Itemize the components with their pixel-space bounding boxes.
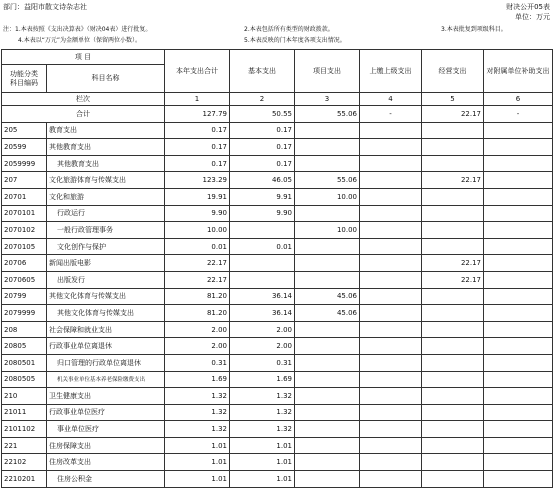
table-row [2, 122, 553, 139]
row-code: 20701 [2, 188, 47, 205]
row-business [422, 371, 484, 388]
row-subsidy [484, 222, 553, 239]
table-row [2, 388, 553, 405]
row-total: 10.00 [165, 222, 230, 239]
row-name: 其他教育支出 [47, 139, 165, 156]
row-code: 20805 [2, 338, 47, 355]
row-subsidy [484, 205, 553, 222]
row-basic: 46.05 [230, 172, 295, 189]
row-project [295, 321, 360, 338]
table-row [2, 188, 553, 205]
total-label: 合计 [2, 106, 165, 123]
row-basic: 0.17 [230, 122, 295, 139]
row-basic: 1.32 [230, 388, 295, 405]
row-code: 210 [2, 388, 47, 405]
row-name: 住房改革支出 [47, 454, 165, 471]
row-name: 事业单位医疗 [47, 421, 165, 438]
col-name-header: 科目名称 [47, 65, 165, 93]
row-code: 2059999 [2, 155, 47, 172]
table-row [2, 454, 553, 471]
row-code: 22102 [2, 454, 47, 471]
row-code: 2210201 [2, 471, 47, 488]
row-subsidy [484, 255, 553, 272]
row-code: 20706 [2, 255, 47, 272]
table-row [2, 371, 553, 388]
row-basic: 2.00 [230, 338, 295, 355]
row-basic: 1.69 [230, 371, 295, 388]
row-project [295, 471, 360, 488]
note-4: 4.本表以“万元”为金额单位（保留两位小数）。 [18, 37, 141, 44]
note-5: 5.本表反映的门本年度各项支出情况。 [244, 37, 346, 44]
row-total: 19.91 [165, 188, 230, 205]
total-sum: 127.79 [165, 106, 230, 123]
row-project [295, 354, 360, 371]
index-num: 1 [165, 93, 230, 106]
row-upper [360, 172, 422, 189]
row-code: 207 [2, 172, 47, 189]
col-code-header: 功能分类 科目编码 [2, 65, 47, 93]
table-row [2, 222, 553, 239]
row-total: 0.17 [165, 155, 230, 172]
index-label: 栏次 [2, 93, 165, 106]
row-name: 其他文化体育与传媒支出 [47, 288, 165, 305]
row-total: 81.20 [165, 305, 230, 322]
row-business [422, 437, 484, 454]
index-row [2, 93, 553, 106]
row-business [422, 388, 484, 405]
row-name: 行政运行 [47, 205, 165, 222]
row-total: 81.20 [165, 288, 230, 305]
note-2: 2.本表包括所有类型的财政拨款。 [244, 26, 334, 33]
row-name: 机关事业单位基本养老保险缴费支出 [47, 371, 165, 388]
index-num: 3 [295, 93, 360, 106]
row-upper [360, 238, 422, 255]
row-total: 1.01 [165, 454, 230, 471]
row-upper [360, 321, 422, 338]
table-code: 财决公开05表 [506, 3, 550, 11]
row-project: 10.00 [295, 188, 360, 205]
table-row [2, 305, 553, 322]
row-subsidy [484, 305, 553, 322]
row-subsidy [484, 288, 553, 305]
row-subsidy [484, 122, 553, 139]
row-name: 行政事业单位医疗 [47, 404, 165, 421]
row-name: 行政事业单位离退休 [47, 338, 165, 355]
row-code: 2070101 [2, 205, 47, 222]
row-subsidy [484, 388, 553, 405]
row-project [295, 139, 360, 156]
row-total: 0.17 [165, 139, 230, 156]
row-basic: 1.32 [230, 421, 295, 438]
row-code: 2079999 [2, 305, 47, 322]
total-row [2, 106, 553, 123]
department-label: 部门：益阳市散文诗杂志社 [3, 3, 87, 11]
row-business [422, 305, 484, 322]
row-basic [230, 271, 295, 288]
row-business [422, 471, 484, 488]
row-business [422, 155, 484, 172]
row-upper [360, 421, 422, 438]
row-upper [360, 122, 422, 139]
total-basic: 50.55 [230, 106, 295, 123]
row-name: 其他教育支出 [47, 155, 165, 172]
row-total: 1.01 [165, 437, 230, 454]
row-code: 2070605 [2, 271, 47, 288]
row-upper [360, 404, 422, 421]
row-total: 22.17 [165, 271, 230, 288]
row-upper [360, 288, 422, 305]
col-upper-header: 上缴上级支出 [360, 50, 422, 93]
row-business: 22.17 [422, 172, 484, 189]
row-total: 123.29 [165, 172, 230, 189]
row-name: 教育支出 [47, 122, 165, 139]
row-code: 2101102 [2, 421, 47, 438]
row-subsidy [484, 404, 553, 421]
row-upper [360, 454, 422, 471]
col-basic-header: 基本支出 [230, 50, 295, 93]
row-total: 22.17 [165, 255, 230, 272]
row-subsidy [484, 454, 553, 471]
row-business [422, 122, 484, 139]
row-name: 一般行政管理事务 [47, 222, 165, 239]
table-row [2, 288, 553, 305]
row-name: 卫生健康支出 [47, 388, 165, 405]
row-name: 其他文化体育与传媒支出 [47, 305, 165, 322]
row-subsidy [484, 188, 553, 205]
row-project [295, 454, 360, 471]
row-upper [360, 222, 422, 239]
row-subsidy [484, 371, 553, 388]
row-subsidy [484, 421, 553, 438]
row-project: 55.06 [295, 172, 360, 189]
row-upper [360, 305, 422, 322]
row-upper [360, 388, 422, 405]
row-upper [360, 437, 422, 454]
row-subsidy [484, 471, 553, 488]
row-code: 20799 [2, 288, 47, 305]
row-total: 0.01 [165, 238, 230, 255]
row-basic: 1.01 [230, 471, 295, 488]
row-basic: 0.01 [230, 238, 295, 255]
row-code: 205 [2, 122, 47, 139]
row-project: 45.06 [295, 305, 360, 322]
row-total: 1.69 [165, 371, 230, 388]
row-total: 1.32 [165, 421, 230, 438]
row-upper [360, 155, 422, 172]
table-row [2, 354, 553, 371]
row-subsidy [484, 155, 553, 172]
row-total: 1.32 [165, 388, 230, 405]
row-project [295, 421, 360, 438]
row-basic: 0.31 [230, 354, 295, 371]
table-row [2, 255, 553, 272]
row-business [422, 421, 484, 438]
table-row [2, 139, 553, 156]
row-total: 1.01 [165, 471, 230, 488]
table-row [2, 321, 553, 338]
row-project [295, 255, 360, 272]
row-basic: 0.17 [230, 155, 295, 172]
total-business: 22.17 [422, 106, 484, 123]
row-upper [360, 371, 422, 388]
table-row [2, 205, 553, 222]
row-subsidy [484, 139, 553, 156]
index-num: 4 [360, 93, 422, 106]
row-subsidy [484, 321, 553, 338]
row-name: 住房保障支出 [47, 437, 165, 454]
row-project [295, 371, 360, 388]
table-row [2, 471, 553, 488]
row-project [295, 404, 360, 421]
row-code: 2070105 [2, 238, 47, 255]
row-basic: 1.01 [230, 454, 295, 471]
row-upper [360, 255, 422, 272]
row-upper [360, 139, 422, 156]
table-row [2, 238, 553, 255]
row-subsidy [484, 354, 553, 371]
row-name: 出版发行 [47, 271, 165, 288]
row-business [422, 288, 484, 305]
note-3: 3.本表批复到项级科目。 [441, 26, 507, 33]
table-row [2, 421, 553, 438]
row-project [295, 122, 360, 139]
row-subsidy [484, 437, 553, 454]
row-basic [230, 255, 295, 272]
expenditure-table [1, 49, 553, 488]
row-basic: 1.01 [230, 437, 295, 454]
row-project [295, 437, 360, 454]
table-row [2, 437, 553, 454]
row-name: 社会保障和就业支出 [47, 321, 165, 338]
row-business [422, 321, 484, 338]
row-upper [360, 188, 422, 205]
table-row [2, 271, 553, 288]
row-subsidy [484, 238, 553, 255]
row-name: 归口管理的行政单位离退休 [47, 354, 165, 371]
index-num: 5 [422, 93, 484, 106]
project-group-header: 项 目 [2, 50, 165, 65]
table-row [2, 404, 553, 421]
row-project: 10.00 [295, 222, 360, 239]
note-1: 注：1.本表按照《支出决算表》（财决04表）进行批复。 [3, 26, 152, 33]
row-business [422, 354, 484, 371]
row-project [295, 338, 360, 355]
row-business: 22.17 [422, 255, 484, 272]
row-business: 22.17 [422, 271, 484, 288]
row-upper [360, 271, 422, 288]
row-upper [360, 471, 422, 488]
row-basic: 9.91 [230, 188, 295, 205]
col-subsidy-header: 对附属单位补助支出 [484, 50, 553, 93]
table-row [2, 338, 553, 355]
row-total: 0.31 [165, 354, 230, 371]
row-upper [360, 338, 422, 355]
row-business [422, 404, 484, 421]
total-subsidy: - [484, 106, 553, 123]
row-project [295, 238, 360, 255]
row-code: 2070102 [2, 222, 47, 239]
row-code: 221 [2, 437, 47, 454]
row-code: 208 [2, 321, 47, 338]
total-upper: - [360, 106, 422, 123]
row-basic: 2.00 [230, 321, 295, 338]
col-business-header: 经营支出 [422, 50, 484, 93]
row-name: 文化旅游体育与传媒支出 [47, 172, 165, 189]
row-total: 1.32 [165, 404, 230, 421]
row-business [422, 205, 484, 222]
row-business [422, 188, 484, 205]
row-business [422, 139, 484, 156]
row-subsidy [484, 271, 553, 288]
row-basic: 0.17 [230, 139, 295, 156]
col-project-header: 项目支出 [295, 50, 360, 93]
row-project [295, 271, 360, 288]
index-num: 2 [230, 93, 295, 106]
row-business [422, 454, 484, 471]
row-name: 新闻出版电影 [47, 255, 165, 272]
row-upper [360, 354, 422, 371]
row-business [422, 238, 484, 255]
total-project: 55.06 [295, 106, 360, 123]
row-total: 0.17 [165, 122, 230, 139]
amount-unit: 单位：万元 [515, 13, 550, 21]
row-basic [230, 222, 295, 239]
row-basic: 1.32 [230, 404, 295, 421]
row-code: 20599 [2, 139, 47, 156]
table-row [2, 172, 553, 189]
row-name: 住房公积金 [47, 471, 165, 488]
row-subsidy [484, 172, 553, 189]
row-code: 21011 [2, 404, 47, 421]
row-total: 9.90 [165, 205, 230, 222]
row-code: 2080505 [2, 371, 47, 388]
row-total: 2.00 [165, 338, 230, 355]
row-upper [360, 205, 422, 222]
row-business [422, 338, 484, 355]
row-total: 2.00 [165, 321, 230, 338]
row-project [295, 155, 360, 172]
row-name: 文化创作与保护 [47, 238, 165, 255]
row-project [295, 388, 360, 405]
col-total-header: 本年支出合计 [165, 50, 230, 93]
row-project [295, 205, 360, 222]
table-row [2, 155, 553, 172]
row-subsidy [484, 338, 553, 355]
row-basic: 36.14 [230, 305, 295, 322]
row-basic: 9.90 [230, 205, 295, 222]
row-code: 2080501 [2, 354, 47, 371]
row-project: 45.06 [295, 288, 360, 305]
index-num: 6 [484, 93, 553, 106]
row-business [422, 222, 484, 239]
row-name: 文化和旅游 [47, 188, 165, 205]
row-basic: 36.14 [230, 288, 295, 305]
